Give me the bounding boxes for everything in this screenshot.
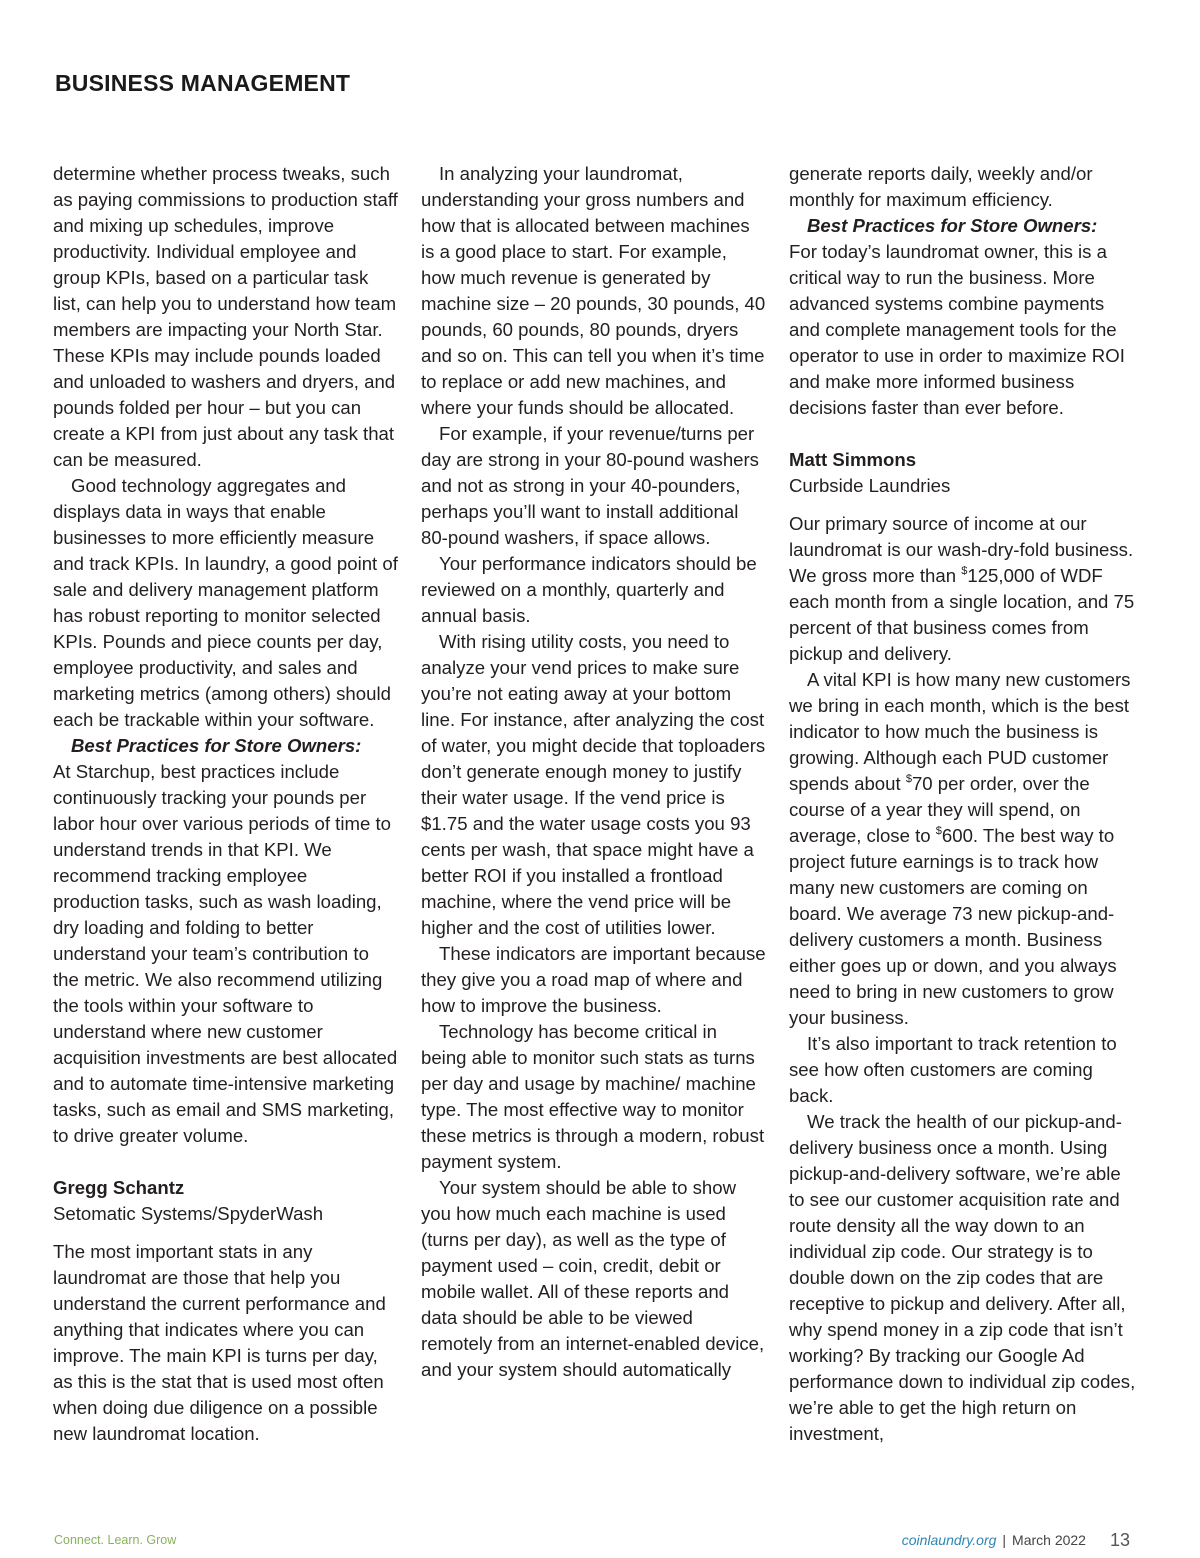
dollar-sign: $ <box>905 773 912 785</box>
footer-info <box>902 1530 1130 1551</box>
paragraph <box>789 667 1139 1031</box>
paragraph: Good technology aggregates and displays data in ways that enable businesses to more efficiently measure and track KPIs. In laundry, a good point of sale and delivery management platform has robust reporting to monitor selected KPIs. Pounds and piece counts per day, employee productivity, and sales and marketing metrics (among others) should each be trackable within your software. <box>53 475 398 730</box>
article-column-1 <box>53 161 398 1447</box>
paragraph: We track the health of our pickup-and-delivery business once a month. Using pickup-and-delivery software, we’re able to see our customer acquisition rate and route density all the way down to an individual zip code. Our strategy is to double down on the zip codes that are receptive to pickup and delivery. After all, why spend money in a zip code that isn’t working? By tracking our Google Ad performance down to individual zip codes, we’re able to get the high return on investment, <box>789 1111 1136 1444</box>
page-number: 13 <box>1109 1530 1130 1550</box>
paragraph: The most important stats in any laundromat are those that help you understand the current performance and anything that indicates where you can improve. The main KPI is turns per day, as this is the stat that is used most often when doing due diligence on a possible new laundromat location. <box>53 1241 386 1444</box>
text-run: 70 per order, over the course of a year they will spend, on average, close to <box>789 773 1090 846</box>
dollar-sign: $ <box>935 825 942 837</box>
section-header: BUSINESS MANAGEMENT <box>55 70 351 96</box>
article-column-2 <box>421 161 766 1383</box>
site-link[interactable]: coinlaundry.org <box>901 1532 997 1548</box>
text-run: 125,000 of WDF each month from a single location, and 75 percent of that business comes from pickup and delivery. <box>789 565 1135 664</box>
paragraph: determine whether process tweaks, such as paying commissions to production staff and mixing up schedules, improve productivity. Individual employee and group KPIs, based on a particular task list, can help you to understand how team members are impacting your North Star. These KPIs may include pounds loaded and unloaded to washers and dryers, and pounds folded per hour – but you can create a KPI from just about any task that can be measured. <box>53 163 398 470</box>
paragraph <box>789 511 1139 667</box>
footer-separator: | <box>1002 1532 1007 1548</box>
paragraph: generate reports daily, weekly and/or monthly for maximum efficiency. <box>789 163 1093 210</box>
text-run: Our primary source of income at our laundromat is our wash-dry-fold business. We gross more than <box>789 513 1134 586</box>
paragraph: For example, if your revenue/turns per day are strong in your 80-pound washers and not as strong in your 40-pounders, perhaps you’ll want to install additional 80-pound washers, if space allows. <box>421 423 759 548</box>
best-practices-label: Best Practices for Store Owners: <box>807 215 1098 236</box>
paragraph: Your performance indicators should be reviewed on a monthly, quarterly and annual basis. <box>421 553 757 626</box>
contributor-affiliation: Curbside Laundries <box>789 475 951 496</box>
paragraph: For today’s laundromat owner, this is a critical way to run the business. More advanced systems combine payments and complete management tools for the operator to use in order to maximize ROI and make more informed business decisions faster than ever before. <box>789 241 1125 418</box>
issue-date: March 2022 <box>1012 1532 1086 1548</box>
article-column-3 <box>789 161 1139 1447</box>
paragraph: These indicators are important because they give you a road map of where and how to improve the business. <box>421 943 766 1016</box>
paragraph: At Starchup, best practices include continuously tracking your pounds per labor hour over various periods of time to understand trends in that KPI. We recommend tracking employee production tasks, such as wash loading, dry loading and folding to better understand your team’s contribution to the metric. We also recommend utilizing the tools within your software to understand where new customer acquisition investments are best allocated and to automate time-intensive marketing tasks, such as email and SMS marketing, to drive greater volume. <box>53 761 398 1146</box>
contributor-affiliation: Setomatic Systems/SpyderWash <box>53 1203 324 1224</box>
paragraph: Your system should be able to show you how much each machine is used (turns per day), as well as the type of payment used – coin, credit, debit or mobile wallet. All of these reports and data should be able to be viewed remotely from an internet-enabled device, and your system should automatically <box>421 1177 765 1380</box>
paragraph: With rising utility costs, you need to analyze your vend prices to make sure you’re not eating away at your bottom line. For instance, after analyzing the cost of water, you might decide that toploaders don’t generate enough money to justify their water usage. If the vend price is $1.75 and the water usage costs you 93 cents per wash, that space might have a better ROI if you installed a frontload machine, where the vend price will be higher and the cost of utilities lower. <box>421 631 766 938</box>
contributor-name: Gregg Schantz <box>53 1177 185 1198</box>
text-run: A vital KPI is how many new customers we bring in each month, which is the best indicator to how much the business is growing. Although each PUD customer spends about <box>789 669 1131 794</box>
contributor-name: Matt Simmons <box>789 449 917 470</box>
paragraph: In analyzing your laundromat, understanding your gross numbers and how that is allocated between machines is a good place to start. For example, how much revenue is generated by machine size – 20 pounds, 30 pounds, 40 pounds, 60 pounds, 80 pounds, dryers and so on. This can tell you when it’s time to replace or add new machines, and where your funds should be allocated. <box>421 163 766 418</box>
text-run: 600. The best way to project future earnings is to track how many new customers are coming on board. We average 73 new pickup-and-delivery customers a month. Business either goes up or down, and you always need to bring in new customers to grow your business. <box>789 825 1117 1028</box>
dollar-sign: $ <box>961 565 968 577</box>
paragraph: Technology has become critical in being able to monitor such stats as turns per day and usage by machine/ machine type. The most effective way to monitor these metrics is through a modern, robust payment system. <box>421 1021 765 1172</box>
best-practices-label: Best Practices for Store Owners: <box>71 735 362 756</box>
footer-tagline: Connect. Learn. Grow <box>54 1533 177 1547</box>
paragraph: It’s also important to track retention to see how often customers are coming back. <box>789 1033 1117 1106</box>
